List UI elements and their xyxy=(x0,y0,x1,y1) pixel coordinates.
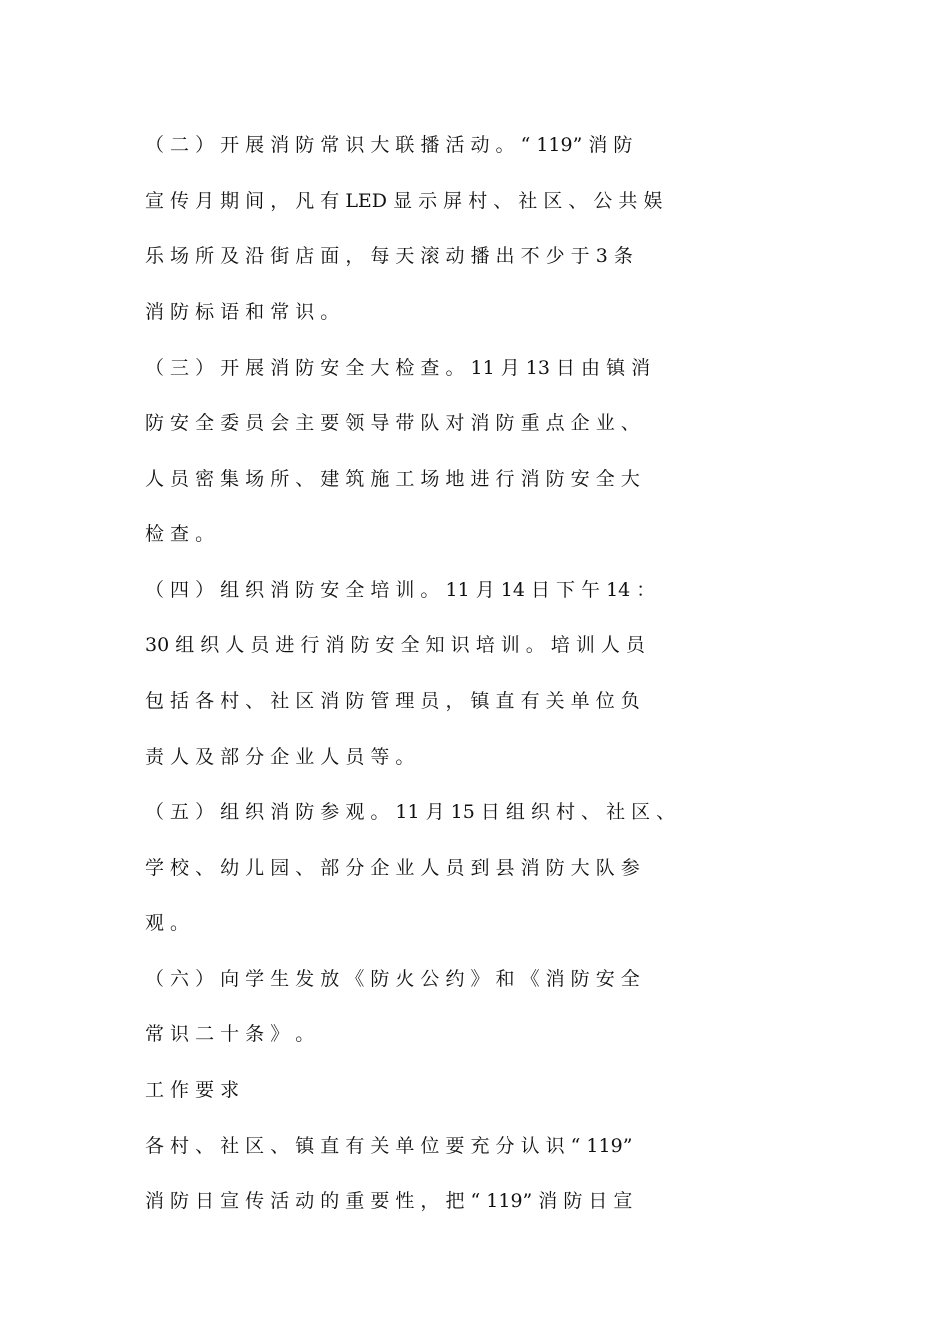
text-line: 30 组 织 人 员 进 行 消 防 安 全 知 识 培 训 。 培 训 人 员 xyxy=(145,634,645,656)
text-line: （ 三 ） 开 展 消 防 安 全 大 检 查 。 11 月 13 日 由 镇 消 xyxy=(145,357,651,379)
text-line: 人 员 密 集 场 所 、 建 筑 施 工 场 地 进 行 消 防 安 全 大 xyxy=(145,468,640,490)
text-line: （ 二 ） 开 展 消 防 常 识 大 联 播 活 动 。 “ 119” 消 防 xyxy=(145,134,633,156)
text-line: 乐 场 所 及 沿 街 店 面 ， 每 天 滚 动 播 出 不 少 于 3 条 xyxy=(145,245,633,267)
text-line: 包 括 各 村 、 社 区 消 防 管 理 员 ， 镇 直 有 关 单 位 负 xyxy=(145,690,640,712)
text-line: 检 查 。 xyxy=(145,523,215,545)
text-line: 防 安 全 委 员 会 主 要 领 导 带 队 对 消 防 重 点 企 业 、 xyxy=(145,412,640,434)
text-line: 学 校 、 幼 儿 园 、 部 分 企 业 人 员 到 县 消 防 大 队 参 xyxy=(145,857,640,879)
text-line: 消 防 日 宣 传 活 动 的 重 要 性 ， 把 “ 119” 消 防 日 宣 xyxy=(145,1190,633,1212)
text-line: 消 防 标 语 和 常 识 。 xyxy=(145,301,340,323)
text-line: （ 四 ） 组 织 消 防 安 全 培 训 。 11 月 14 日 下 午 14 ： xyxy=(145,579,656,601)
text-line: 宣 传 月 期 间 ， 凡 有 LED 显 示 屏 村 、 社 区 、 公 共 娱 xyxy=(145,190,663,212)
text-line: 各 村 、 社 区 、 镇 直 有 关 单 位 要 充 分 认 识 “ 119” xyxy=(145,1135,633,1157)
text-line: 责 人 及 部 分 企 业 人 员 等 。 xyxy=(145,746,415,768)
text-line: 常 识 二 十 条 》 。 xyxy=(145,1023,315,1045)
text-line: （ 六 ） 向 学 生 发 放 《 防 火 公 约 》 和 《 消 防 安 全 xyxy=(145,968,640,990)
text-line: （ 五 ） 组 织 消 防 参 观 。 11 月 15 日 组 织 村 、 社 区 、 xyxy=(145,801,676,823)
section-heading: 工 作 要 求 xyxy=(145,1079,240,1101)
text-line: 观 。 xyxy=(145,912,190,934)
